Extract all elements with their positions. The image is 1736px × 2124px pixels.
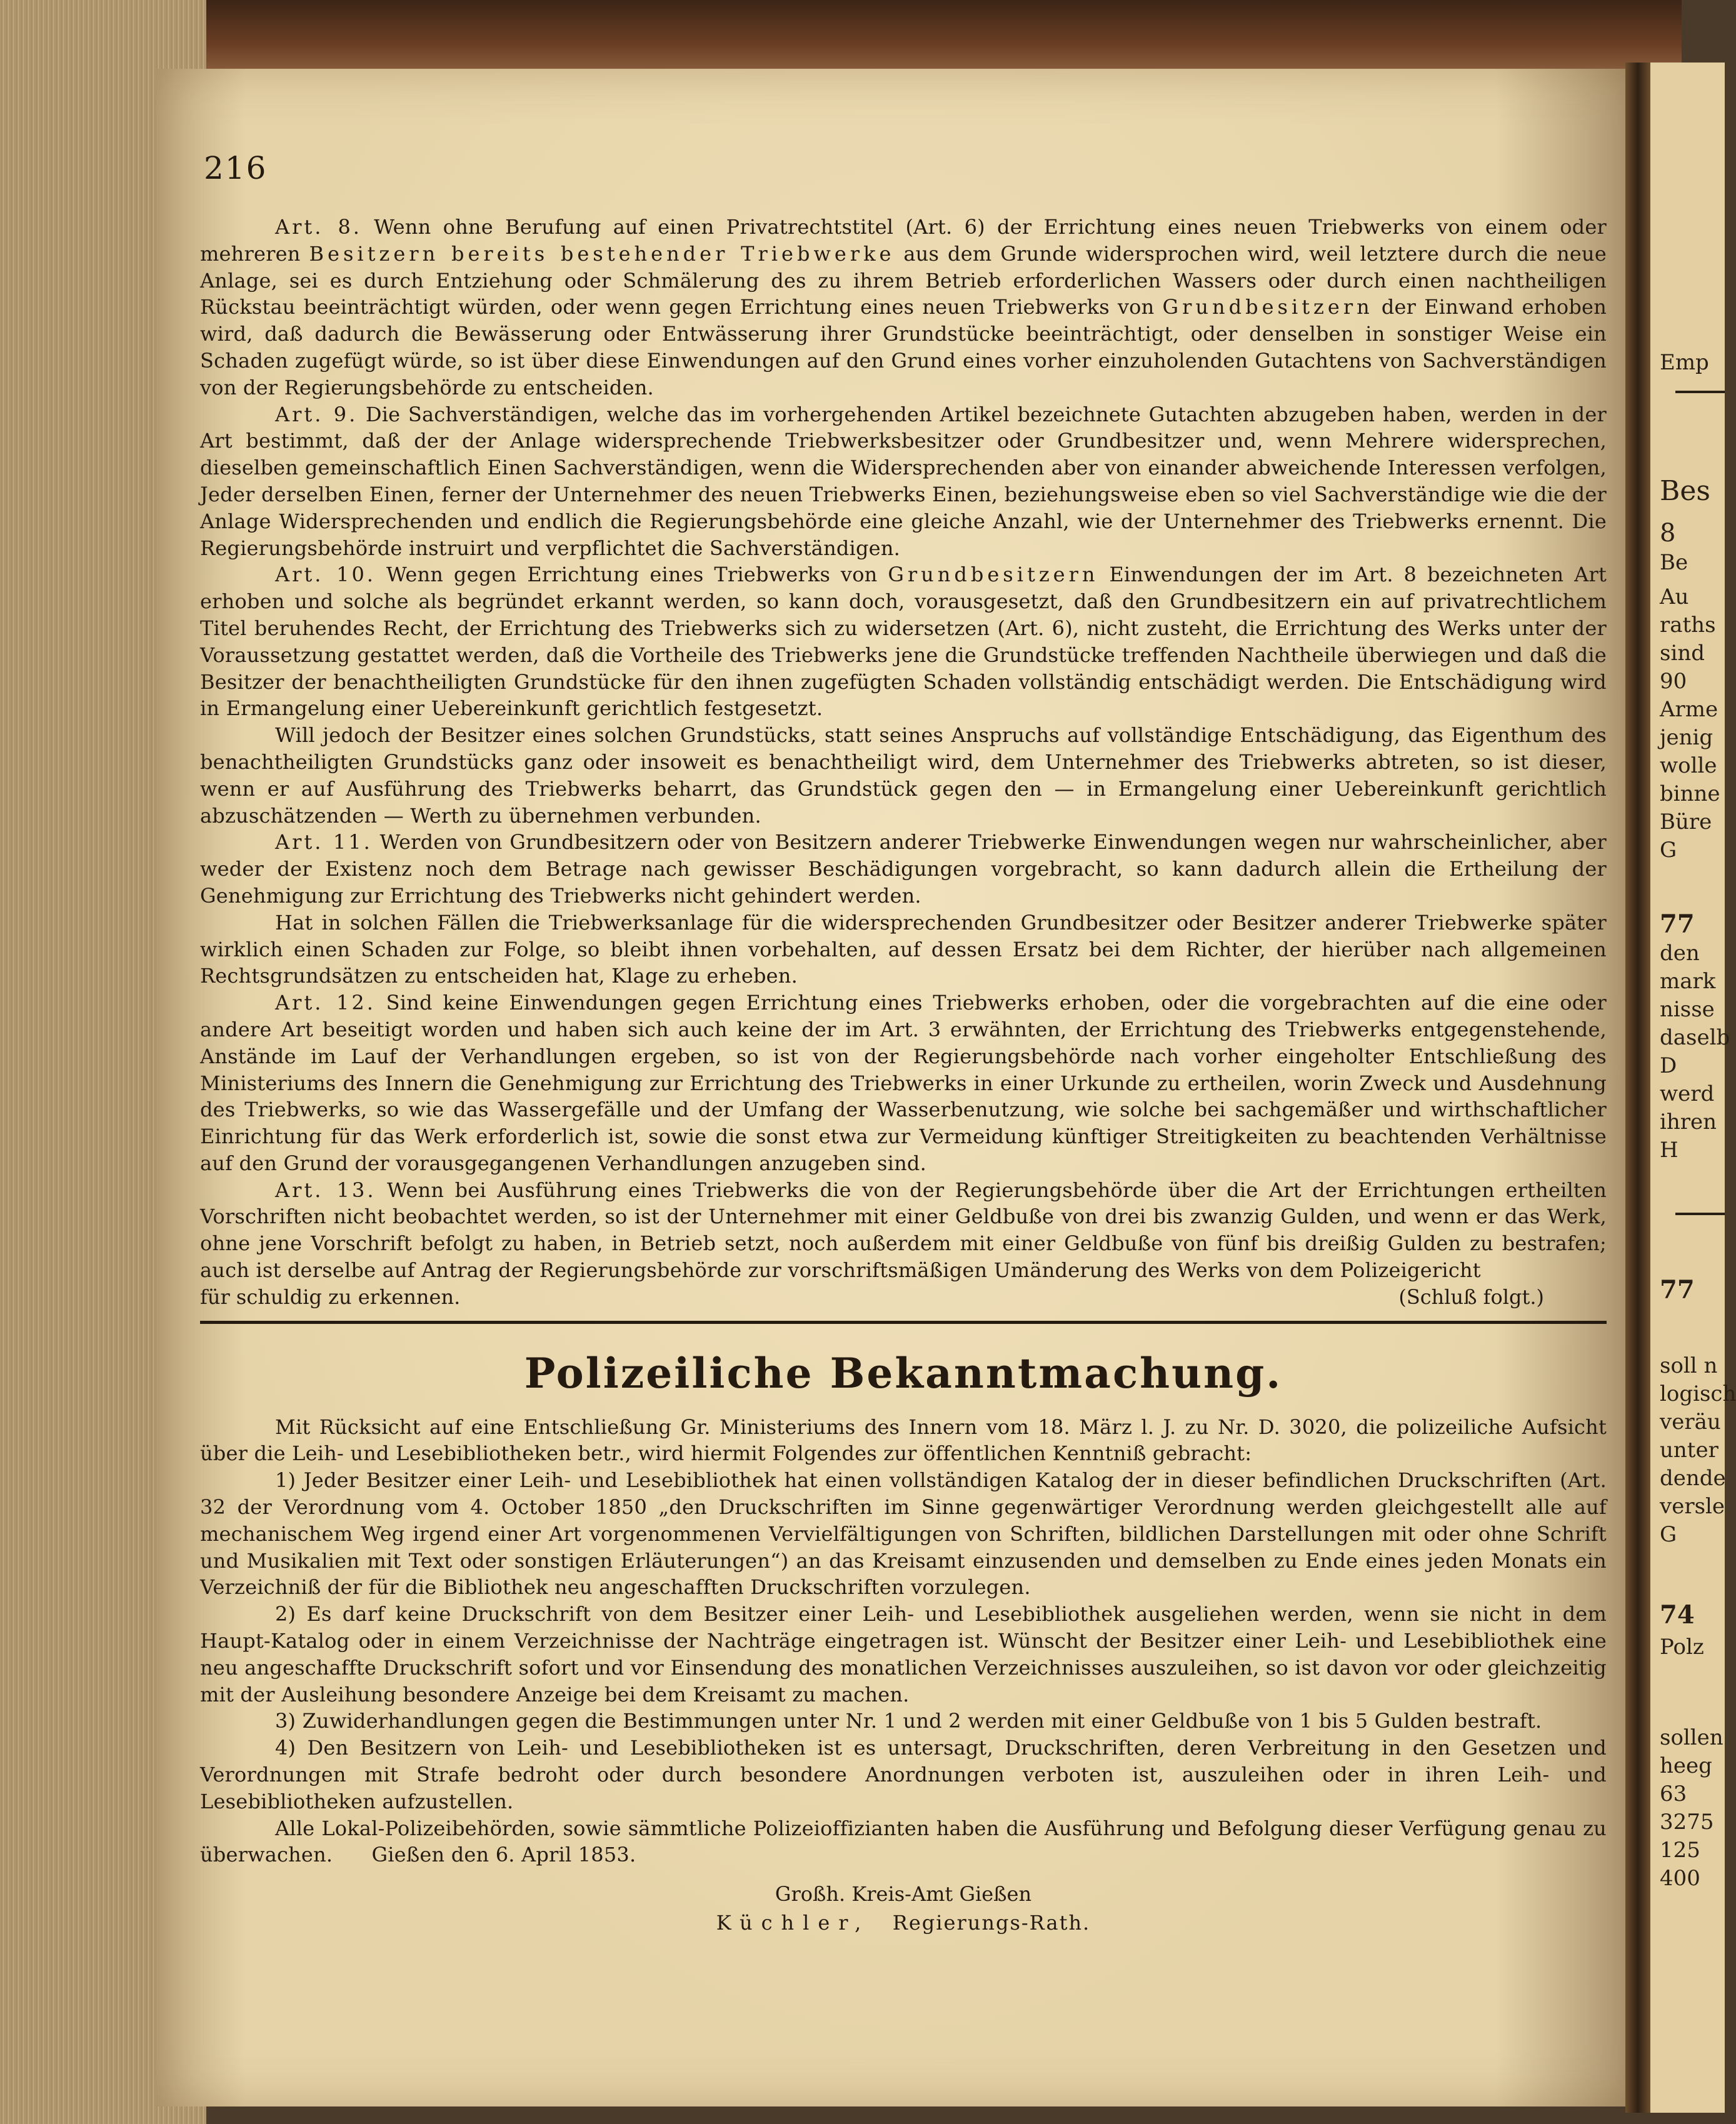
adjacent-fragment: daselb (1660, 1025, 1730, 1050)
article-label: Art. 13. (275, 1178, 376, 1202)
article-text: aus dem Grunde widersprochen wird, weil letztere durch die neue Anlage, sei es durch Entziehung oder Schmälerung des zu ihrem Betrieb erforderlichen Wassers oder durch einen nachtheiligen Rückstau beeinträchtigt würden, oder wenn gegen Errichtung eines neuen Triebwerks von (200, 241, 1607, 319)
closing-text: Alle Lokal-Polizeibehörden, sowie sämmtliche Polizeioffizianten haben die Ausführung und Befolgung dieser Verfügung genau zu überwachen. (200, 1816, 1607, 1867)
article-8 (200, 214, 1607, 401)
adjacent-fragment: dende (1660, 1466, 1726, 1491)
article-text-emphasis: Besitzern bereits bestehender Triebwerke (309, 241, 895, 266)
notice-intro: Mit Rücksicht auf eine Entschließung Gr. Ministeriums des Innern vom 18. März l. J. zu Nr. D. 3020, die polizeiliche Aufsicht über die Leih- und Lesebibliotheken betr., wird hiermit Folgendes zur öffentlichen Kenntniß gebracht: (200, 1415, 1607, 1466)
article-text: Die Sachverständigen, welche das im vorhergehenden Artikel bezeichnete Gutachten abzugeben haben, werden in der Art bestimmt, daß der der Anlage widersprechende Triebwerksbesitzer oder Grundbesitzer und, wenn Mehrere widersprechen, dieselben gemeinschaftlich Einen Sachverständigen, wenn die Widersprechenden aber von einander abweichende Interessen verfolgen, Jeder derselben Einen, ferner der Unternehmer des neuen Triebwerks Einen, beziehungsweise eben so viel Sachverständige wie die der Anlage Widersprechenden und endlich die Regierungsbehörde eine gleiche Anzahl, wie der Unternehmer des Triebwerks ernennt. Die Regierungsbehörde instruirt und verpflichtet die Sachverständigen. (200, 402, 1607, 560)
adjacent-fragment: 74 (1660, 1600, 1695, 1630)
adjacent-rule (1675, 1213, 1725, 1215)
article-10 (200, 561, 1607, 722)
adjacent-fragment: 90 (1660, 669, 1687, 694)
signer-name: Küchler, (716, 1911, 870, 1935)
adjacent-fragment: soll n (1660, 1353, 1718, 1378)
article-13-last-line (200, 1284, 1607, 1311)
adjacent-fragment: 77 (1660, 909, 1695, 939)
adjacent-fragment: ihren (1660, 1110, 1717, 1135)
adjacent-fragment: nisse (1660, 997, 1715, 1022)
adjacent-fragment: sollen (1660, 1725, 1723, 1750)
notice-item-4: 4) Den Besitzern von Leih- und Lesebibliotheken ist es untersagt, Druckschriften, deren Verbreitung in den Gesetzen und Verordnungen mit Strafe bedroht oder durch besondere Anordnungen verboten ist, auszuleihen oder in ihren Leih- und Lesebibliotheken aufzustellen. (200, 1736, 1607, 1813)
notice-item-2: 2) Es darf keine Druckschrift von dem Besitzer einer Leih- und Lesebibliothek ausgeliehen werden, wenn sie nicht in dem Haupt-Katalog oder in einem Verzeichnisse der Nachträge eingetragen ist. Wünscht der Besitzer einer Leih- und Lesebibliothek eine neu angeschaffte Druckschrift sofort und vor Einsendung des monatlichen Verzeichnisses auszuleihen, so ist davon vor oder gleichzeitig mit der Ausleihung besondere Anzeige bei dem Kreisamt zu machen. (200, 1602, 1607, 1706)
section-divider (200, 1321, 1607, 1324)
article-text: Wenn bei Ausführung eines Triebwerks die von der Regierungsbehörde über die Art der Errichtungen ertheilten Vorschriften nicht beobachtet werden, so ist der Unternehmer mit einer Geldbuße von drei bis zwanzig Gulden, und wenn er das Werk, ohne jene Vorschrift befolgt zu haben, in Betrieb setzt, noch außerdem mit einer Geldbuße von fünf bis dreißig Gulden zu bestrafen; auch ist derselbe auf Antrag der Regierungsbehörde zur vorschriftsmäßigen Umänderung des Werks von dem Polizeigericht (200, 1178, 1607, 1283)
adjacent-fragment: Be (1660, 550, 1688, 575)
adjacent-fragment: raths (1660, 613, 1716, 638)
adjacent-fragment: G (1660, 1522, 1677, 1547)
adjacent-fragment: versle (1660, 1494, 1725, 1519)
adjacent-fragment: 400 (1660, 1866, 1700, 1891)
article-text-emphasis: Grundbesitzern (1162, 295, 1373, 319)
adjacent-fragment: 125 (1660, 1838, 1700, 1863)
adjacent-fragment: 77 (1660, 1275, 1695, 1305)
adjacent-fragment: sind (1660, 641, 1705, 666)
article-label: Art. 9. (275, 402, 358, 426)
article-text: Wenn ohne Berufung auf einen Privatrechtstitel (Art. 6) der Errichtung eines neuen Triebwerks von einem oder mehreren (200, 215, 1607, 266)
adjacent-rule (1675, 391, 1725, 393)
notice-item-3: 3) Zuwiderhandlungen gegen die Bestimmungen unter Nr. 1 und 2 werden mit einer Geldbuße von 1 bis 5 Gulden bestraft. (275, 1709, 1542, 1733)
book-top-edge (56, 0, 1682, 75)
adjacent-fragment: den (1660, 941, 1700, 966)
adjacent-fragment: binne (1660, 781, 1720, 806)
article-label: Art. 11. (275, 830, 373, 854)
adjacent-fragment: 63 (1660, 1781, 1687, 1806)
article-text-emphasis: Grundbesitzern (888, 563, 1099, 587)
continued-note: (Schluß folgt.) (1398, 1285, 1544, 1309)
place-date: Gießen den 6. April 1853. (371, 1843, 636, 1867)
notice-heading: Polizeiliche Bekanntmachung. (524, 1348, 1283, 1398)
adjacent-fragment: G (1660, 838, 1677, 863)
article-text: Wenn gegen Errichtung eines Triebwerks von (386, 563, 888, 587)
notice-item-1: 1) Jeder Besitzer einer Leih- und Lesebibliothek hat einen vollständigen Katalog der in dieser befindlichen Druckschriften (Art. 32 der Verordnung vom 4. October 1850 „den Druckschriften im Sinne gegenwärtiger Verordnung werden gleichgestellt alle auf mechanischem Weg irgend einer Art vorgenommenen Vervielfältigungen von Schriften, bildlichen Darstellungen mit oder ohne Schrift und Musikalien mit Text oder sonstigen Erläuterungen“) an das Kreisamt einzusenden und demselben zu Ende eines jeden Monats ein Verzeichniß der für die Bibliothek neu angeschafften Druckschriften vorzulegen. (200, 1468, 1607, 1600)
adjacent-fragment: wolle (1660, 753, 1717, 778)
adjacent-fragment: unter (1660, 1438, 1718, 1463)
signer-title: Regierungs-Rath. (892, 1911, 1091, 1935)
adjacent-fragment: Büre (1660, 809, 1712, 834)
article-text: Sind keine Einwendungen gegen Errichtung eines Triebwerks erhoben, oder die vorgebrachten auf die eine oder andere Art beseitigt worden und haben sich auch keine der im Art. 3 erwähnten, der Errichtung des Triebwerks entgegenstehende, Anstände im Lauf der Verhandlungen ergeben, so ist von der Regierungsbehörde nach vorher eingeholter Entschließung des Ministeriums des Innern die Genehmigung zur Errichtung des Triebwerks in einer Urkunde zu ertheilen, worin Zweck und Ausdehnung des Triebwerks, so wie das Wassergefälle und der Umfang der Wasserbenutzung, wie solche bei sachgemäßer und wirthschaftlicher Einrichtung für das Werk erforderlich ist, sowie die sonst etwa zur Vermeidung künftiger Streitigkeiten zu beachtenden Verhältnisse auf den Grund der vorausgegangenen Verhandlungen anzugeben sind. (200, 991, 1607, 1175)
issuing-authority: Großh. Kreis-Amt Gießen (775, 1882, 1032, 1906)
article-label: Art. 12. (275, 991, 376, 1015)
adjacent-fragment: Polz (1660, 1635, 1704, 1660)
notice-closing (200, 1815, 1607, 1869)
article-text: Werden von Grundbesitzern oder von Besitzern anderer Triebwerke Einwendungen wegen nur wahrscheinlicher, aber weder der Existenz noch dem Betrage nach gewisser Beschädigungen vorgebracht, so kann dadurch allein die Ertheilung der Genehmigung zur Errichtung des Triebwerks nicht gehindert werden. (200, 830, 1607, 908)
adjacent-fragment: 3275 (1660, 1810, 1714, 1835)
article-11-paragraph-2: Hat in solchen Fällen die Triebwerksanlage für die widersprechenden Grundbesitzer oder Besitzer anderer Triebwerke später wirklich einen Schaden zur Folge, so bleibt ihnen vorbehalten, auf dessen Ersatz bei dem Richter, der hierüber nach allgemeinen Rechtsgrundsätzen zu entscheiden hat, Klage zu erheben. (200, 910, 1607, 988)
adjacent-fragment: logisch (1660, 1381, 1736, 1406)
adjacent-fragment: Emp (1660, 350, 1709, 375)
article-label: Art. 10. (275, 563, 376, 587)
article-13 (200, 1177, 1607, 1284)
adjacent-fragment: Arme (1660, 697, 1718, 722)
page-content (200, 150, 1607, 1937)
adjacent-fragment: Au (1660, 584, 1689, 609)
adjacent-fragment: mark (1660, 969, 1716, 994)
adjacent-fragment: 8 (1660, 519, 1676, 548)
adjacent-fragment: veräu (1660, 1410, 1721, 1435)
article-text: der Einwand erhoben wird, daß dadurch die Bewässerung oder Entwässerung ihrer Grundstücke beeinträchtigt, oder denselben in sonstiger Weise ein Schaden zugefügt würde, so ist über diese Einwendungen auf den Grund eines vorher einzuholenden Gutachtens von Sachverständigen von der Regierungsbehörde zu entscheiden. (200, 295, 1607, 399)
article-label: Art. 8. (275, 215, 362, 239)
article-12 (200, 989, 1607, 1177)
adjacent-fragment: heeg (1660, 1753, 1712, 1778)
article-9 (200, 401, 1607, 562)
adjacent-fragment: H (1660, 1138, 1678, 1163)
page-number: 216 (204, 150, 268, 186)
adjacent-fragment: D (1660, 1053, 1677, 1078)
adjacent-fragment: jenig (1660, 725, 1713, 750)
signature (200, 1908, 1607, 1937)
article-text: für schuldig zu erkennen. (200, 1285, 461, 1309)
article-text: Einwendungen der im Art. 8 bezeichneten Art erhoben und solche als begründet erkannt werden, so kann doch, vorausgesetzt, daß den Grundbesitzern ein auf privatrechtlichem Titel beruhendes Recht, der Errichtung des Triebwerks sich zu widersetzen (Art. 6), nicht zusteht, die Errichtung des Werks unter der Voraussetzung gestattet werden, daß die Vortheile des Triebwerks jene die Grundstücke treffenden Nachtheile überwiegen und daß die Besitzer der benachtheiligten Grundstücke für den ihnen zugefügten Schaden vollständig entschädigt werden. Die Entschädigung wird in Ermangelung einer Uebereinkunft gerichtlich festgesetzt. (200, 563, 1607, 721)
article-11 (200, 829, 1607, 909)
adjacent-fragment: werd (1660, 1081, 1715, 1106)
adjacent-fragment: Bes (1660, 475, 1710, 507)
article-10-paragraph-2: Will jedoch der Besitzer eines solchen Grundstücks, statt seines Anspruchs auf vollständige Entschädigung, das Eigenthum des benachtheiligten Grundstücks ganz oder insoweit es benachtheiligt wird, dem Unternehmer des Triebwerks abtreten, so ist dieser, wenn er auf Ausführung des Triebwerks beharrt, das Grundstück gegen den — in Ermangelung einer Uebereinkunft gerichtlich abzuschätzenden — Werth zu übernehmen verbunden. (200, 723, 1607, 828)
book-gutter (1625, 63, 1650, 2113)
